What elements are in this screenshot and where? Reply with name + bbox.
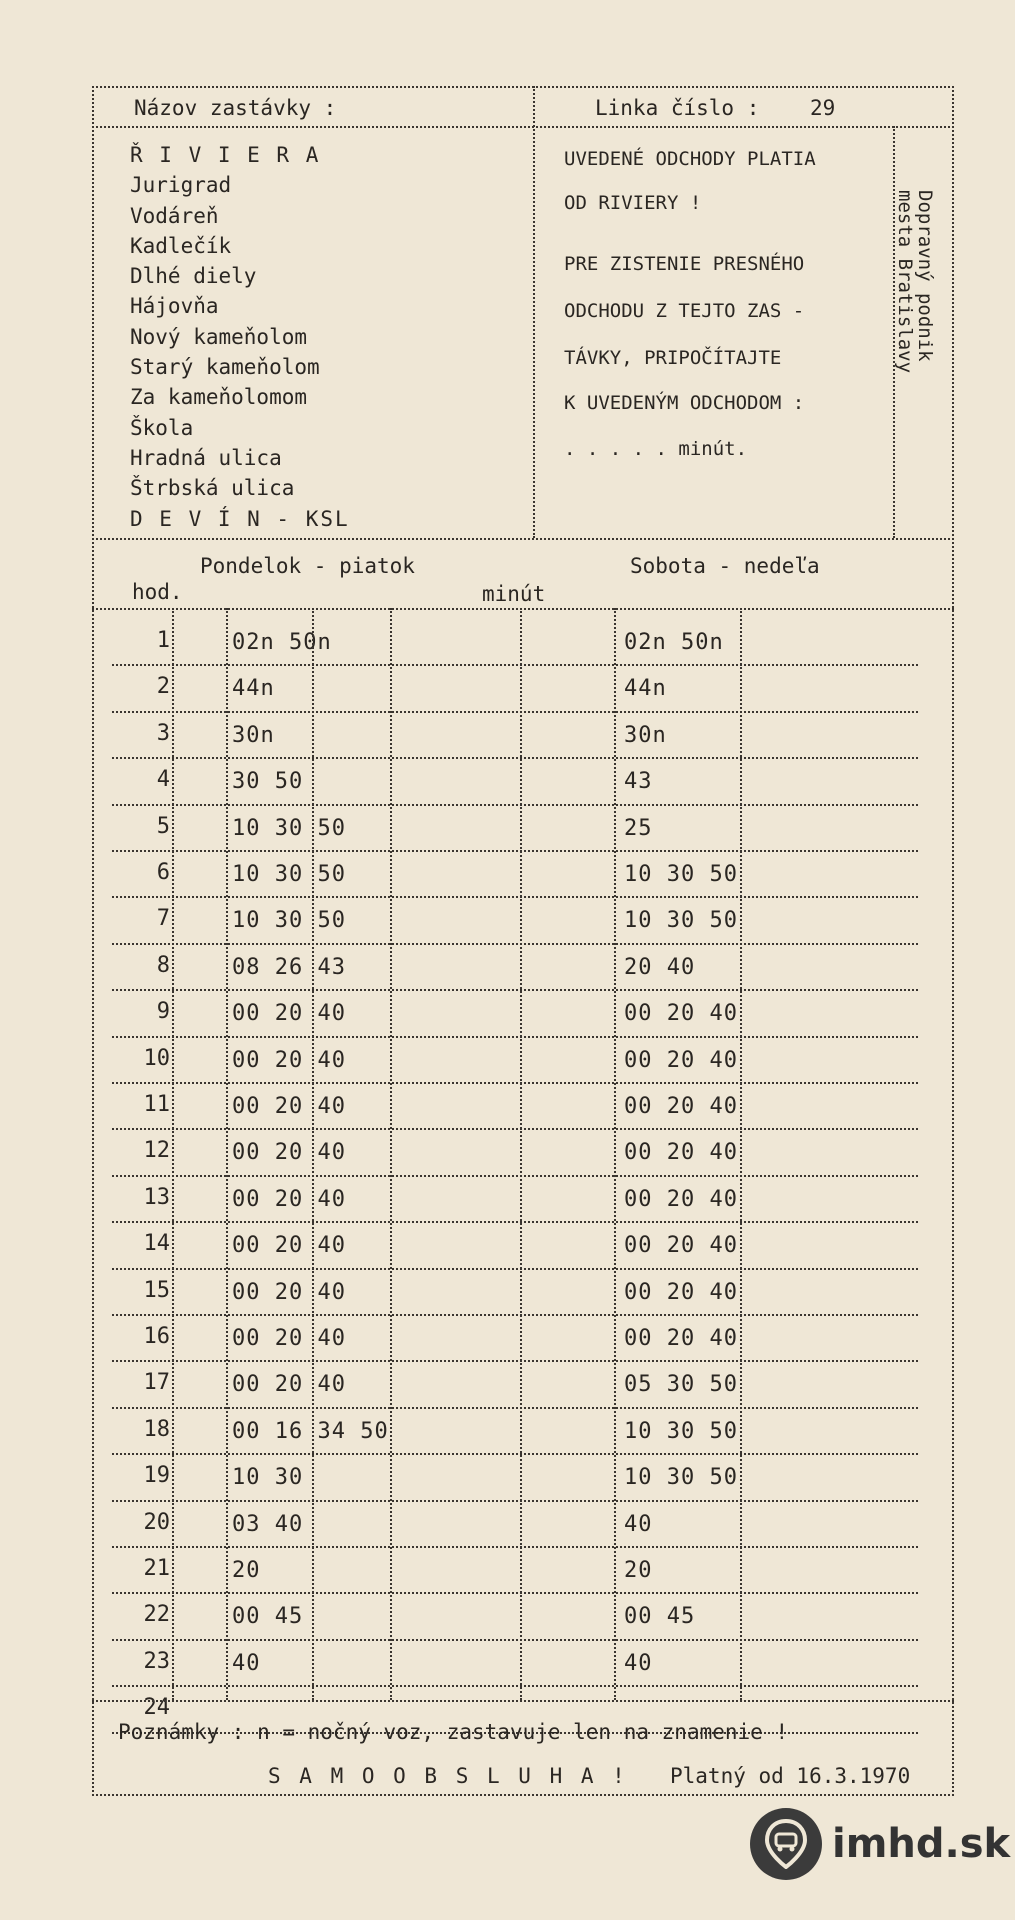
hour-cell: 15 (143, 1277, 170, 1303)
weekday-minutes: 00 20 40 (232, 1001, 346, 1027)
weekday-minutes: 00 20 40 (232, 1279, 346, 1305)
row-divider (112, 664, 918, 666)
hour-cell: 21 (143, 1556, 170, 1581)
notice-line: OD RIVIERY ! (564, 192, 702, 214)
hour-cell: 22 (143, 1602, 170, 1628)
weekend-minutes: 10 30 50 (624, 1465, 738, 1491)
row-divider (112, 1314, 918, 1316)
notice-line: K UVEDENÝM ODCHODOM : (564, 392, 805, 414)
hour-cell: 23 (143, 1648, 170, 1674)
weekend-minutes: 10 30 50 (624, 862, 738, 887)
weekday-minutes: 08 26 43 (232, 954, 346, 980)
row-divider (112, 1128, 918, 1130)
stop-name-label: Názov zastávky : (134, 96, 337, 120)
weekend-minutes: 05 30 50 (624, 1372, 738, 1398)
row-divider (112, 1407, 918, 1409)
weekend-minutes: 20 (624, 1558, 653, 1583)
weekday-minutes: 02n 50n (232, 630, 332, 655)
notice-line: UVEDENÉ ODCHODY PLATIA (564, 148, 816, 170)
hour-cell: 20 (143, 1509, 170, 1535)
weekday-header: Pondelok - piatok (200, 554, 415, 578)
hour-cell: 18 (143, 1416, 170, 1442)
weekend-minutes: 00 20 40 (624, 1094, 738, 1119)
hour-cell: 24 (143, 1695, 170, 1721)
stop-item: Dlhé diely (130, 264, 257, 289)
weekend-minutes: 10 30 50 (624, 1418, 738, 1444)
weekday-minutes: 00 20 40 (232, 1047, 346, 1073)
weekend-minutes: 00 20 40 (624, 1279, 738, 1305)
hour-cell: 11 (143, 1092, 170, 1117)
weekend-minutes: 00 20 40 (624, 1233, 738, 1259)
stop-item: Hradná ulica (130, 445, 282, 470)
line-number-label: Linka číslo : (595, 96, 760, 120)
line-number: 29 (810, 96, 836, 120)
footer-divider (92, 1700, 954, 1702)
minute-column-divider (312, 608, 314, 1700)
operator-line: mesta Bratislavy (894, 190, 916, 374)
row-divider (112, 1639, 918, 1641)
weekend-header: Sobota - nedeľa (630, 554, 820, 578)
row-divider (112, 1500, 918, 1502)
row-divider (112, 1175, 918, 1177)
location-pin-icon (750, 1808, 822, 1880)
row-divider (112, 1592, 918, 1594)
notice-line: TÁVKY, PRIPOČÍTAJTE (564, 347, 782, 369)
weekday-minutes: 00 20 40 (232, 1186, 346, 1212)
stop-item: Vodáreň (130, 203, 219, 228)
stop-item: Starý kameňolom (130, 355, 320, 380)
weekday-minutes: 00 20 40 (232, 1326, 346, 1351)
weekend-minutes: 44n (624, 676, 667, 702)
notice-line: . . . . . minút. (564, 438, 748, 460)
weekend-minutes: 00 20 40 (624, 1326, 738, 1351)
hour-cell: 16 (143, 1324, 170, 1349)
row-divider (112, 1082, 918, 1084)
row-divider (112, 1546, 918, 1548)
weekend-minutes: 25 (624, 815, 653, 841)
hour-cell: 1 (156, 628, 170, 653)
section-divider (520, 608, 522, 1700)
weekend-minutes: 00 45 (624, 1604, 696, 1630)
weekday-minutes: 20 (232, 1558, 261, 1583)
hour-cell: 7 (156, 906, 170, 932)
weekday-minutes: 00 16 34 50 (232, 1418, 389, 1444)
row-divider (112, 896, 918, 898)
minute-column-divider (614, 608, 616, 1700)
hour-cell: 8 (156, 952, 170, 978)
weekday-minutes: 30 50 (232, 769, 304, 795)
hour-cell: 17 (143, 1370, 170, 1396)
weekday-minutes: 03 40 (232, 1511, 304, 1537)
operator-name (895, 190, 935, 430)
weekend-minutes: 00 20 40 (624, 1047, 738, 1073)
row-divider (112, 1221, 918, 1223)
hour-cell: 9 (156, 999, 170, 1025)
hour-cell: 19 (143, 1463, 170, 1489)
table-header-divider (92, 608, 954, 610)
weekend-minutes: 40 (624, 1511, 653, 1537)
weekend-minutes: 30n (624, 722, 667, 748)
hour-cell: 2 (156, 674, 170, 700)
stop-item: Štrbská ulica (130, 476, 295, 501)
row-divider (112, 757, 918, 759)
notice-line: ODCHODU Z TEJTO ZAS - (564, 300, 805, 322)
hour-column-divider (172, 608, 174, 1700)
weekday-minutes: 10 30 50 (232, 815, 346, 841)
weekday-minutes: 00 20 40 (232, 1372, 346, 1398)
weekend-minutes: 43 (624, 769, 653, 795)
weekend-minutes: 40 (624, 1650, 653, 1676)
row-divider (112, 850, 918, 852)
weekday-minutes: 10 30 (232, 1465, 304, 1491)
table-top-divider (92, 538, 954, 540)
stop-item: D E V Í N - KSL (130, 506, 350, 531)
hour-cell: 5 (156, 813, 170, 839)
weekend-minutes: 00 20 40 (624, 1186, 738, 1212)
row-divider (112, 804, 918, 806)
row-divider (112, 1268, 918, 1270)
hour-cell: 10 (143, 1045, 170, 1071)
imhd-logo (750, 1808, 1010, 1880)
weekend-minutes: 00 20 40 (624, 1001, 738, 1027)
weekend-minutes: 02n 50n (624, 630, 724, 655)
weekday-minutes: 30n (232, 722, 275, 748)
hour-header: hod. (132, 580, 183, 604)
row-divider (112, 989, 918, 991)
header-column-divider (533, 86, 535, 538)
weekend-minutes: 00 20 40 (624, 1140, 738, 1166)
stop-item: Škola (130, 415, 194, 440)
row-divider (112, 943, 918, 945)
stop-item: Jurigrad (130, 173, 232, 198)
stop-item: Ř I V I E R A (130, 143, 321, 167)
hour-cell: 6 (156, 860, 170, 885)
minutes-header: minút (482, 582, 546, 606)
weekday-minutes: 10 30 50 (232, 862, 346, 887)
row-divider (112, 1360, 918, 1362)
row-divider (112, 1453, 918, 1455)
weekday-minutes: 00 45 (232, 1604, 304, 1630)
weekday-minutes: 40 (232, 1650, 261, 1676)
minute-column-divider (390, 608, 392, 1700)
notice-line: PRE ZISTENIE PRESNÉHO (564, 253, 805, 275)
hour-cell: 3 (156, 720, 170, 746)
hour-cell: 14 (143, 1231, 170, 1257)
weekday-minutes: 00 20 40 (232, 1094, 346, 1119)
hour-cell: 4 (156, 767, 170, 793)
weekday-minutes: 44n (232, 676, 275, 702)
valid-from: Platný od 16.3.1970 (670, 1764, 911, 1788)
header-divider (92, 126, 954, 128)
row-divider (112, 711, 918, 713)
weekday-minutes: 10 30 50 (232, 908, 346, 934)
row-divider (112, 1685, 918, 1687)
brand-name: imhd.sk (832, 1821, 1011, 1867)
stop-list (130, 140, 350, 534)
operator-line: Dopravný podnik (914, 190, 936, 362)
minute-column-divider (740, 608, 742, 1700)
weekday-minutes: 00 20 40 (232, 1140, 346, 1166)
stop-item: Hájovňa (130, 294, 219, 319)
stop-item: Nový kameňolom (130, 324, 308, 349)
minute-column-divider (226, 608, 228, 1700)
stop-item: Za kameňolomom (130, 385, 308, 410)
self-service-note: S A M O O B S L U H A ! (268, 1764, 628, 1788)
stop-item: Kadlečík (130, 233, 232, 258)
row-divider (112, 1036, 918, 1038)
hour-cell: 13 (143, 1184, 170, 1210)
notes: Poznámky : n = nočný voz, zastavuje len na znamenie ! (118, 1720, 789, 1744)
weekend-minutes: 20 40 (624, 954, 696, 980)
weekday-minutes: 00 20 40 (232, 1233, 346, 1259)
hour-cell: 12 (143, 1138, 170, 1164)
weekend-minutes: 10 30 50 (624, 908, 738, 934)
